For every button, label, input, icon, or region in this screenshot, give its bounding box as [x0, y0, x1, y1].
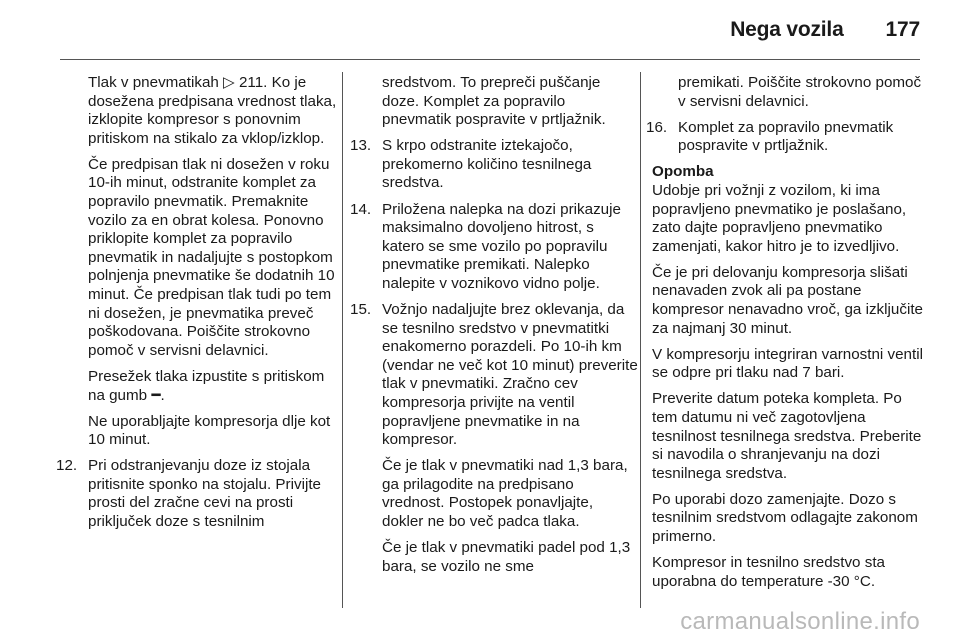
list-text: Pri odstranjevanju doze iz stojala pritisnite sponko na stojalu. Privijte prosti del zračne cevi na prosti priključek doze s tesnilnim — [88, 457, 321, 531]
note-paragraph: Če je pri delovanju kompresorja slišati nenavaden zvok ali pa postane kompresor nenavadno vroč, ga izključite za najmanj 30 minut. — [652, 263, 923, 337]
note-paragraph: Preverite datum poteka kompleta. Po tem datumu ni več zagotovljena tesnilnost tesnilnega sredstva. Preberite si navodila o shranjevanju na dozi tesnilnega sredstva. — [652, 390, 922, 482]
list-text: Komplet za popravilo pnevmatik pospravite v prtljažnik. — [678, 118, 894, 155]
list-text: S krpo odstranite iztekajočo, prekomerno količino tesnilnega sredstva. — [382, 137, 592, 192]
list-number: 15. — [350, 301, 372, 319]
header-rule — [60, 59, 920, 60]
watermark: carmanualsonline.info — [680, 608, 920, 635]
paragraph: Če je tlak v pnevmatiki nad 1,3 bara, ga prilagodite na predpisano vrednost. Postopek ponavljajte, dokler ne bo več padca tlaka. — [382, 457, 628, 531]
paragraph: Če predpisan tlak ni dosežen v roku 10-ih minut, odstranite komplet za popravilo pnevmatik. Premaknite vozilo za en obrat kolesa. Ponovno priklopite komplet za popravilo pnevmatik in nadaljujte s postopkom polnjenja pnevmatike še dodatnih 10 minut. Če predpisan tlak tudi po tem ni dosežen, je pnevmatika preveč poškodovana. Poiščite strokovno pomoč v servisni delavnici. — [88, 155, 335, 359]
paragraph: premikati. Poiščite strokovno pomoč v servisni delavnici. — [678, 74, 922, 110]
list-item — [350, 301, 638, 450]
list-item — [350, 137, 638, 193]
note-paragraph: Po uporabi dozo zamenjajte. Dozo s tesnilnim sredstvom odlagajte zakonom primerno. — [652, 490, 918, 546]
paragraph: sredstvom. To prepreči puščanje doze. Komplet za popravilo pnevmatik pospravite v prtljažnik. — [382, 74, 606, 129]
list-number: 16. — [646, 118, 668, 136]
column-divider-2 — [640, 72, 641, 608]
paragraph: Presežek tlaka izpustite s pritiskom na gumb ━. — [88, 367, 325, 404]
page-number: 177 — [885, 18, 920, 41]
list-item — [646, 118, 930, 156]
column-divider-1 — [342, 72, 343, 608]
page-header — [730, 18, 920, 42]
paragraph: Ne uporabljajte kompresorja dlje kot 10 minut. — [88, 412, 331, 449]
column-2 — [350, 74, 638, 584]
note-paragraph: Kompresor in tesnilno sredstvo sta uporabna do temperature -30 °C. — [652, 554, 885, 590]
column-3 — [646, 74, 930, 599]
note-paragraph: V kompresorju integriran varnostni ventil se odpre pri tlaku nad 7 bari. — [652, 345, 923, 382]
list-number: 12. — [56, 457, 78, 475]
list-item — [56, 457, 338, 531]
section-title: Nega vozila — [730, 18, 844, 41]
column-1 — [56, 74, 338, 539]
list-number: 14. — [350, 200, 372, 218]
list-item — [350, 200, 638, 294]
list-number: 13. — [350, 137, 372, 155]
list-text: Priložena nalepka na dozi prikazuje maksimalno dovoljeno hitrost, s katero se sme vozilo po popravilu pnevmatike premikati. Nalepko nalepite v voznikovo vidno polje. — [382, 200, 621, 292]
paragraph: Če je tlak v pnevmatiki padel pod 1,3 bara, se vozilo ne sme — [382, 539, 631, 575]
list-text: Vožnjo nadaljujte brez oklevanja, da se tesnilno sredstvo v pnevmatitki enakomerno porazdeli. Po 10-ih km (vendar ne več kot 10 minut) preverite tlak v pnevmatiki. Zračno cev kompresorja privijte na ventil popravljene pnevmatike in na kompresor. — [382, 301, 638, 449]
paragraph: Tlak v pnevmatikah ▷ 211. Ko je dosežena predpisana vrednost tlaka, izklopite kompresor s ponovnim pritiskom na stikalo za vklop/izklop. — [88, 74, 337, 147]
note-paragraph: Udobje pri vožnji z vozilom, ki ima popravljeno pnevmatiko je poslašano, zato dajte popravljeno pnevmatiko zamenjati, kakor hitro je to izvedljivo. — [652, 181, 907, 255]
note-heading: Opomba — [652, 163, 714, 181]
